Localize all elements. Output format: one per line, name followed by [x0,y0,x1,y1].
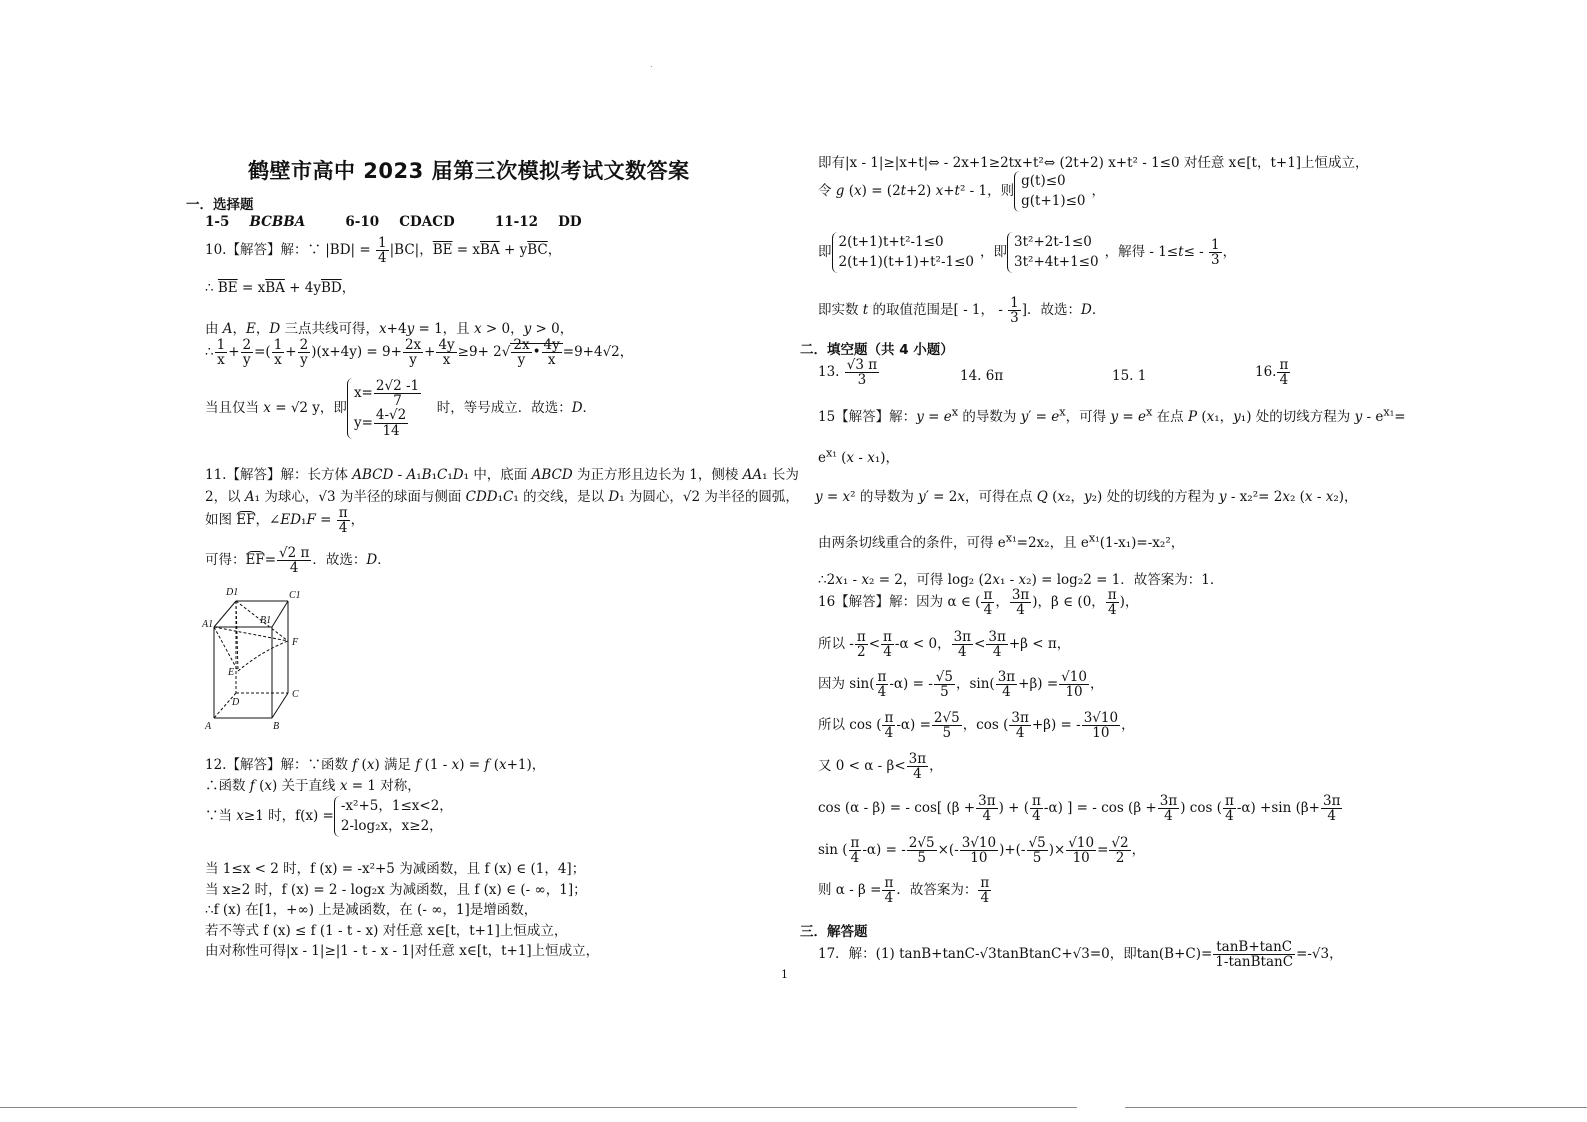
q16-line7: sin ( $\frac{\pi}{4}$ -α) = - $\frac{2√5}{5}$ ×(- $\frac{3√10}{10}$ )+(- $\frac{√5}{5}$ )× $\frac{√10}{10}$ = $\frac{√2}{2}$ ， [818,835,1146,867]
page-number: 1 [781,968,788,981]
q17-line1: 17．解：(1) tanB+tanC-√3tanBtanC+√3=0，即tan(B+C)= $\frac{\tan B+\tan C}{\text{1-tanBtanC}}$ =-√3， [818,939,1343,971]
q12-line6: ∴f (x) 在[1，+∞) 上是减函数，在 (- ∞，1]是增函数， [205,902,538,918]
q12-line1: 12.【解答】解：∵函数 f (x) 满足 f (1 - x) = f (x+1)， [205,757,546,773]
section-choice-heading: 一．选择题 [186,197,254,213]
label-A: A [205,721,212,732]
fill-14: 14. 6π [960,368,1004,384]
q11-line1: 11.【解答】解：长方体 ABCD - A₁B₁C₁D₁ 中，底面 ABCD 为正方形且边长为 1，侧棱 AA₁ 长为 [205,467,799,483]
q10-line1: 10.【解答】解：∵ |BD| = $\frac{1}{4}$ |BC|，$\overline{BE} = x\overline{BA} + y\overline{BC}$， [205,235,562,267]
label-D1: D1 [226,587,239,598]
section-solve-heading: 三．解答题 [800,924,868,940]
bottom-rule-right [1125,1107,1587,1108]
q12-cont-line2: 令 g (x) = (2t+2) x+t² - 1，则g(t)≤0 g(t+1)≤0， [818,171,1105,212]
q10-line2: ∴ $\overline{BE} = x\overline{BA} + 4y\overline{BD}$， [205,280,356,296]
q15-line2: $e^{x_1}$ (x - x₁)， [818,446,900,466]
q12-line7: 若不等式 f (x) ≤ f (1 - t - x) 对任意 x∈[t，t+1]上恒成立， [205,923,568,939]
q15-line1: 15【解答】解：$y = e^x$ 的导数为 $y' = e^x$，可得 $y = e^x$ 在点 P (x₁，y₁) 处的切线方程为 $y - e^{x_1}=$ [818,405,1406,425]
q12-cont-line1: 即有|x - 1|≥|x+t|⇔ - 2x+1≥2tx+t²⇔ (2t+2) x+t² - 1≤0 对任意 x∈[t，t+1]上恒成立， [818,155,1369,171]
label-B1: B1 [260,615,272,626]
label-A1: A1 [202,619,214,630]
q15-line5: ∴2x₁ - x₂ = 2，可得 log₂ (2x₁ - x₂) = log₂2 = 1．故答案为：1． [818,572,1224,588]
q10-line5: 当且仅当 x = √2 y，即x= $\frac{2√2 -1}{7}$ y= $\frac{4-√2}{14}$ 时，等号成立．故选：D． [205,378,597,439]
label-B: B [273,721,280,732]
q11-line4: 可得：EF= $\frac{√2 \pi}{4}$ ．故选：D． [205,545,391,577]
fill-13: 13. $\frac{√3 \pi}{3}$ [818,357,878,389]
choice-answers: 1-5 BCBBA 6-10 CDACD 11-12 DD [205,214,582,230]
fill-16: 16. $\frac{\pi}{4}$ [1255,357,1289,389]
bottom-rule-left [0,1107,1077,1108]
speck: . [650,60,653,69]
q12-cont-line3: 即2(t+1)t+t²-1≤0 2(t+1)(t+1)+t²-1≤0，即3t²+2t-1≤0 3t²+4t+1≤0，解得 - 1≤t≤ - $\frac{1}{3}$ ， [818,232,1236,273]
fill-15: 15. 1 [1112,368,1147,384]
q16-line4: 所以 cos ( $\frac{\pi}{4}$ -α) = $\frac{2√5}{5}$ ，cos ( $\frac{3\pi}{4}$ +β) = - $\frac{3√10}{10}$ ， [818,710,1135,742]
page-title: 鹤壁市高中 2023 届第三次模拟考试文数答案 [248,159,690,183]
label-D: D [232,697,240,708]
q16-line3: 因为 sin( $\frac{\pi}{4}$ -α) = - $\frac{√5}{5}$ ，sin( $\frac{3\pi}{4}$ +β) = $\frac{√10}{10}$ ， [818,669,1104,701]
q12-cont-line4: 即实数 t 的取值范围是[ - 1， - $\frac{1}{3}$ ]．故选：D． [818,295,1106,327]
q16-line2: 所以 - $\frac{\pi}{2}$ < $\frac{\pi}{4}$ -α < 0， $\frac{3\pi}{4}$ < $\frac{3\pi}{4}$ +β < π， [818,629,1071,661]
q10-line4: ∴ $\frac{1}{x}$ + $\frac{2}{y}$ =( $\frac{1}{x}$ + $\frac{2}{y}$ )(x+4y) = 9+ $\frac{2x}{y}$ + $\frac{4y}{x}$ ≥9+ 2√ $\frac{2x}{y}$ • $\frac{4y}{x}$ =9+4√2， [205,337,634,369]
q12-line4: 当 1≤x < 2 时，f (x) = -x²+5 为减函数，且 f (x) ∈ (1，4]； [205,861,586,877]
q12-line2: ∴函数 f (x) 关于直线 x = 1 对称， [205,778,421,794]
label-C1: C1 [289,590,301,601]
q16-line6: cos (α - β) = - cos[ (β + $\frac{3\pi}{4}$ ) + ( $\frac{\pi}{4}$ -α) ] = - cos (β + $\frac{3\pi}{4}$ ) cos ( $\frac{\pi}{4}$ -α) +sin (β+ $\frac{3\pi}{4}$ [818,793,1341,825]
label-E: E [228,667,235,678]
q10-line3: 由 A，E，D 三点共线可得，x+4y = 1，且 x > 0，y > 0， [205,321,574,337]
q16-line5: 又 0 < α - β< $\frac{3\pi}{4}$ ， [818,751,943,783]
cuboid-figure [200,583,310,733]
label-C: C [292,689,299,700]
q12-line5: 当 x≥2 时，f (x) = 2 - log₂x 为减函数，且 f (x) ∈ (- ∞，1]； [205,882,587,898]
q15-line4: 由两条切线重合的条件，可得 $e^{x_1}=2x_2$，且 $e^{x_1}(1-x_1)=$-x₂²， [818,531,1185,551]
q12-line8: 由对称性可得|x - 1|≥|1 - t - x - 1|对任意 x∈[t，t+1]上恒成立， [205,943,600,959]
q11-line3: 如图 EF，∠ED₁F = $\frac{\pi}{4}$ ， [205,505,365,537]
q11-line2: 2，以 A₁ 为球心，√3 为半径的球面与侧面 CDD₁C₁ 的交线，是以 D₁ 为圆心，√2 为半径的圆弧， [205,489,799,505]
q12-line3: ∵当 x≥1 时，f(x) =-x²+5，1≤x<2， 2-log₂x，x≥2， [205,796,459,837]
q15-line3: y = x² 的导数为 y′ = 2x，可得在点 Q (x₂，y₂) 处的切线的方程为 y - x₂²= 2x₂ (x - x₂)， [815,489,1358,505]
section-fill-heading: 二．填空题（共 4 小题） [800,342,954,358]
q16-line1: 16【解答】解：因为 α ∈ ( $\frac{\pi}{4}$ ， $\frac{3\pi}{4}$ )，β ∈ (0， $\frac{\pi}{4}$ )， [818,587,1139,619]
label-F: F [292,637,299,648]
q16-line8: 则 α - β = $\frac{\pi}{4}$ ．故答案为： $\frac{\pi}{4}$ [818,875,990,907]
